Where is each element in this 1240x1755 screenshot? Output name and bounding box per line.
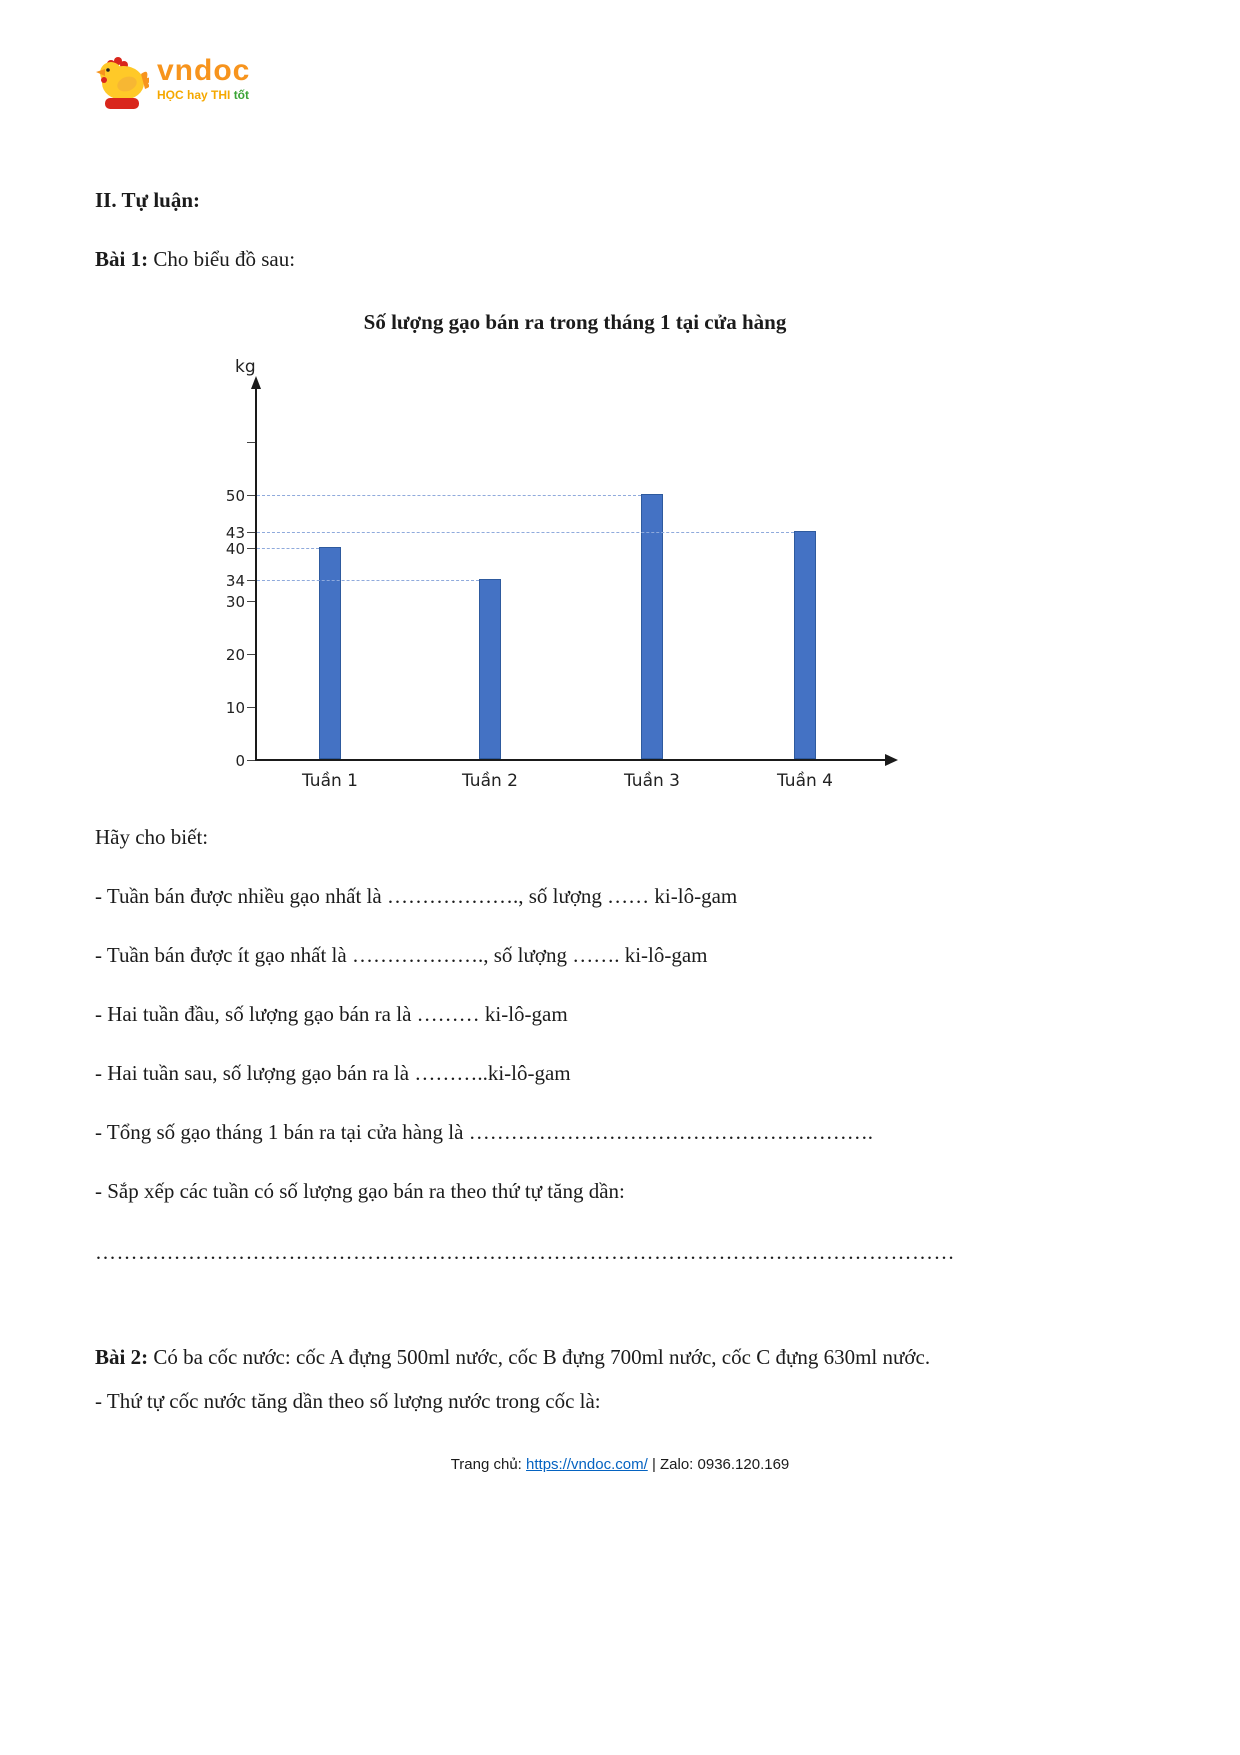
y-tick-label: 50 bbox=[225, 487, 245, 505]
footer-suffix: | Zalo: 0936.120.169 bbox=[651, 1456, 790, 1473]
y-tick-label: 30 bbox=[225, 593, 245, 611]
chart-bar bbox=[641, 494, 663, 759]
exercise1-heading bbox=[95, 247, 1145, 272]
y-tick-mark bbox=[247, 601, 255, 602]
question-line: - Tổng số gạo tháng 1 bán ra tại cửa hàng là …………………………………………………. bbox=[95, 1120, 873, 1144]
x-category-label: Tuần 2 bbox=[462, 771, 518, 791]
y-tick-mark bbox=[247, 548, 255, 549]
exercise1-label: Bài 1: bbox=[95, 247, 149, 271]
y-tick-mark bbox=[247, 654, 255, 655]
tagline-part-2: tốt bbox=[233, 88, 250, 102]
y-tick-label: 10 bbox=[225, 699, 245, 717]
footer-prefix: Trang chủ: bbox=[450, 1456, 522, 1473]
exercise2-body: Có ba cốc nước: cốc A đựng 500ml nước, cốc B đựng 700ml nước, cốc C đựng 630ml nước. bbox=[153, 1345, 931, 1369]
x-category-label: Tuần 1 bbox=[302, 771, 358, 791]
section-heading: II. Tự luận: bbox=[95, 188, 201, 212]
question-line: - Sắp xếp các tuần có số lượng gạo bán ra theo thứ tự tăng dần: bbox=[95, 1179, 625, 1203]
y-tick-mark bbox=[247, 442, 255, 443]
y-tick-label: 34 bbox=[225, 571, 245, 590]
brand-name: vndoc bbox=[157, 54, 251, 87]
logo-text bbox=[157, 56, 250, 101]
y-tick-mark bbox=[247, 760, 255, 761]
y-tick-label: 20 bbox=[225, 646, 245, 664]
x-axis-arrow bbox=[885, 754, 898, 766]
homepage-link[interactable]: https://vndoc.com/ bbox=[526, 1456, 648, 1473]
dashed-guide-line bbox=[257, 548, 319, 549]
chart-plot bbox=[225, 389, 915, 791]
question-line: - Hai tuần đầu, số lượng gạo bán ra là ……… ki-lô-gam bbox=[95, 1002, 568, 1026]
question-line: - Hai tuần sau, số lượng gạo bán ra là ………..ki-lô-gam bbox=[95, 1061, 571, 1085]
dashed-guide-line bbox=[257, 580, 479, 581]
y-tick-mark bbox=[247, 707, 255, 708]
page-footer bbox=[0, 1456, 1240, 1473]
brand-tagline bbox=[157, 89, 250, 101]
y-tick-mark bbox=[247, 495, 255, 496]
dashed-guide-line bbox=[257, 495, 641, 496]
x-axis-line bbox=[255, 759, 887, 761]
y-tick-label: 0 bbox=[235, 752, 245, 770]
chart-bar bbox=[794, 531, 816, 759]
vndoc-logo bbox=[95, 56, 250, 112]
bar-chart bbox=[95, 359, 1145, 811]
vndoc-chicken-icon bbox=[95, 56, 149, 112]
y-axis-arrow bbox=[251, 376, 261, 389]
chart-bar bbox=[479, 579, 501, 759]
chart-title: Số lượng gạo bán ra trong tháng 1 tại cửa hàng bbox=[363, 310, 787, 334]
tagline-part-1: HỌC hay THI bbox=[157, 88, 231, 102]
answer-blank-line: ………………………………………………………………………………………………………… bbox=[95, 1240, 955, 1264]
y-tick-mark bbox=[247, 532, 255, 533]
exercise1-prompt: Hãy cho biết: bbox=[95, 825, 209, 849]
x-category-label: Tuần 3 bbox=[624, 771, 680, 791]
question-line: - Tuần bán được nhiều gạo nhất là ………………., số lượng …… ki-lô-gam bbox=[95, 884, 738, 908]
y-axis-unit-label: kg bbox=[235, 357, 256, 377]
exercise1-intro: Cho biểu đồ sau: bbox=[153, 247, 296, 271]
y-tick-mark bbox=[247, 580, 255, 581]
y-tick-label: 40 bbox=[225, 540, 245, 558]
chart-bar bbox=[319, 547, 341, 759]
dashed-guide-line bbox=[257, 532, 794, 533]
exercise2-question: - Thứ tự cốc nước tăng dần theo số lượng nước trong cốc là: bbox=[95, 1389, 601, 1414]
y-tick-label: 43 bbox=[225, 524, 245, 543]
exercise2-text bbox=[95, 1335, 1145, 1379]
question-line: - Tuần bán được ít gạo nhất là ………………., số lượng ……. ki-lô-gam bbox=[95, 943, 708, 967]
y-axis-line bbox=[255, 389, 257, 761]
x-category-label: Tuần 4 bbox=[777, 771, 833, 791]
exercise2-label: Bài 2: bbox=[95, 1345, 149, 1369]
